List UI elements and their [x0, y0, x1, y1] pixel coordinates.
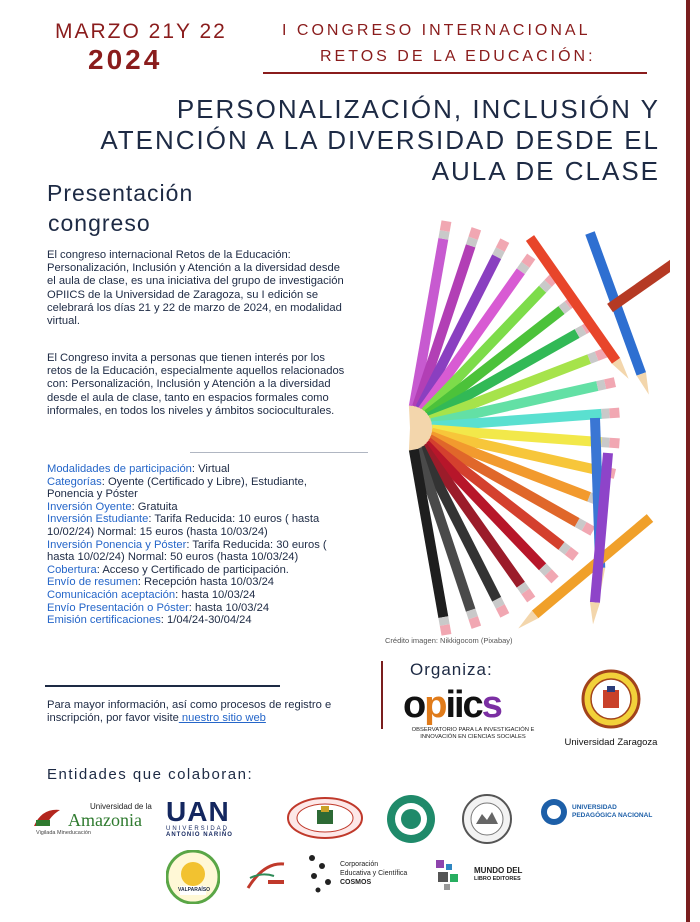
presentation-paragraph-1: El congreso internacional Retos de la Educación: Personalización, Inclusión y Atención a la diversidad desde el aula de clase, es una iniciativa del grupo de investigación OPIICS de la Universidad de Zaragoza, su I edición se celebrará los días 21 y 22 de marzo de 2024, en modalidad virtual. [47, 249, 344, 328]
amazonia-sub: Vigilada Mineducación [36, 830, 91, 836]
university-green-seal [386, 794, 436, 844]
detail-value: : Tarifa Reducida: 10 euros ( hasta 10/02/24) Normal: 15 euros (hasta 10/03/24) [47, 513, 320, 538]
detail-row [47, 476, 347, 501]
event-dates: MARZO 21Y 22 [55, 20, 227, 43]
details-list [47, 463, 347, 627]
detail-value: : 1/04/24-30/04/24 [160, 614, 252, 627]
uan-logo [166, 798, 262, 840]
unizar-name: Universidad Zaragoza [564, 737, 658, 748]
mundo-line1: MUNDO DEL [474, 866, 523, 875]
organiza-label: Organiza: [410, 660, 493, 679]
mundo-libro-logo [434, 856, 538, 894]
swoosh-logo [244, 858, 288, 894]
detail-value: : hasta 10/03/24 [175, 588, 256, 601]
opiics-subtitle: OBSERVATORIO PARA LA INVESTIGACIÓN E INNOVACIÓN EN CIENCIAS SOCIALES [411, 727, 535, 740]
more-info-text: Para mayor información, así como procesos de registro e inscripción, por favor visite [47, 699, 332, 725]
congress-underline [263, 72, 647, 74]
detail-row [47, 602, 347, 615]
amazonia-name: Amazonia [68, 810, 142, 830]
mundo-line2: LIBRO EDITORES [474, 876, 521, 882]
university-grey-seal [462, 794, 512, 844]
detail-key: Categorías [47, 475, 102, 488]
website-link[interactable]: nuestro sitio web [178, 712, 266, 725]
cosmos-text [340, 860, 407, 887]
detail-key: Inversión Oyente [47, 500, 132, 513]
page-title [20, 94, 660, 187]
presentation-heading [47, 178, 193, 238]
detail-key: Comunicación aceptación [47, 588, 176, 601]
mundo-libro-text [474, 866, 522, 884]
upn-name: UNIVERSIDAD PEDAGÓGICA NACIONAL [572, 804, 653, 819]
cosmos-dots-icon [306, 852, 338, 894]
detail-value: : Recepción hasta 10/03/24 [137, 576, 275, 589]
upn-logo [540, 798, 660, 830]
detail-key: Envío Presentación o Póster [47, 601, 189, 614]
presentation-heading-line2: congreso [48, 210, 151, 236]
unizar-logo [556, 668, 666, 748]
cosmos-line1: Corporación [340, 861, 379, 868]
valparaiso-text: VALPARAÍSO [178, 887, 211, 893]
institution-crest-logo [286, 796, 364, 840]
event-year: 2024 [88, 44, 163, 75]
amazonia-logo [32, 800, 160, 840]
collaborators-heading: Entidades que colaboran: [47, 766, 254, 783]
detail-key: Inversión Estudiante [47, 513, 149, 526]
unizar-seal-icon [581, 668, 641, 730]
detail-value: : Oyente (Certificado y Libre), Estudiante, Ponencia y Póster [47, 475, 307, 501]
detail-row [47, 463, 347, 476]
detail-row [47, 564, 347, 577]
detail-key: Envío de resumen [47, 576, 138, 589]
detail-row [47, 614, 347, 627]
presentation-heading-line1: Presentación [47, 180, 194, 206]
congress-name-line2: RETOS DE LA EDUCACIÓN: [320, 48, 596, 65]
pencil [607, 218, 670, 312]
right-edge-bar [686, 0, 690, 922]
uan-sub2: ANTONIO NARIÑO [166, 832, 233, 838]
opiics-wordmark: opiics [403, 684, 501, 726]
presentation-paragraph-2: El Congreso invita a personas que tienen interés por los retos de la Educación, especialmente aquellos relacionados con: Personalización, Inclusión y Atención a la diversidad desde el aula de clase, tanto en espacios formales como informales, en todos los niveles y ámbitos socioculturales. [47, 352, 345, 417]
detail-key: Emisión certificaciones [47, 614, 161, 627]
section-divider [190, 452, 368, 453]
amazonia-top: Universidad de la [90, 802, 152, 811]
congress-name-line1: I CONGRESO INTERNACIONAL [282, 22, 591, 39]
detail-key: Modalidades de participación [47, 463, 192, 475]
mundo-libro-icon [434, 856, 470, 892]
section-divider-2 [45, 685, 280, 687]
uan-sub1: UNIVERSIDAD [166, 826, 230, 832]
title-line1: PERSONALIZACIÓN, INCLUSIÓN Y [176, 94, 660, 124]
detail-row [47, 513, 347, 538]
detail-value: : hasta 10/03/24 [188, 601, 270, 614]
cosmos-line3: COSMOS [340, 879, 372, 886]
valparaiso-logo [166, 850, 220, 904]
pencil [585, 231, 653, 396]
detail-row [47, 501, 347, 514]
detail-key: Cobertura [47, 563, 97, 576]
valparaiso-seal [166, 850, 220, 904]
cosmos-logo [306, 852, 416, 896]
title-line3: AULA DE CLASE [431, 156, 660, 186]
detail-row [47, 589, 347, 602]
detail-value: : Tarifa Reducida: 30 euros ( hasta 10/02/24) Normal: 50 euros (hasta 10/03/24) [47, 538, 327, 564]
organiza-divider [381, 661, 383, 729]
detail-value: : Gratuita [131, 500, 178, 513]
detail-key: Inversión Ponencia y Póster [47, 538, 187, 551]
amazonia-icon [32, 806, 62, 830]
colored-pencils-image [380, 218, 670, 638]
cosmos-line2: Educativa y Científica [340, 870, 408, 877]
detail-value: : Virtual [191, 463, 230, 475]
image-credit: Crédito imagen: Nikkigocom (Pixabay) [385, 636, 513, 645]
upn-icon [540, 798, 568, 826]
opiics-logo [403, 684, 543, 741]
more-info [47, 699, 352, 725]
title-line2: ATENCIÓN A LA DIVERSIDAD DESDE EL [100, 125, 660, 155]
detail-row [47, 539, 347, 564]
detail-value: : Acceso y Certificado de participación. [96, 563, 289, 576]
uan-wordmark: UAN [166, 796, 230, 827]
detail-row [47, 576, 347, 589]
